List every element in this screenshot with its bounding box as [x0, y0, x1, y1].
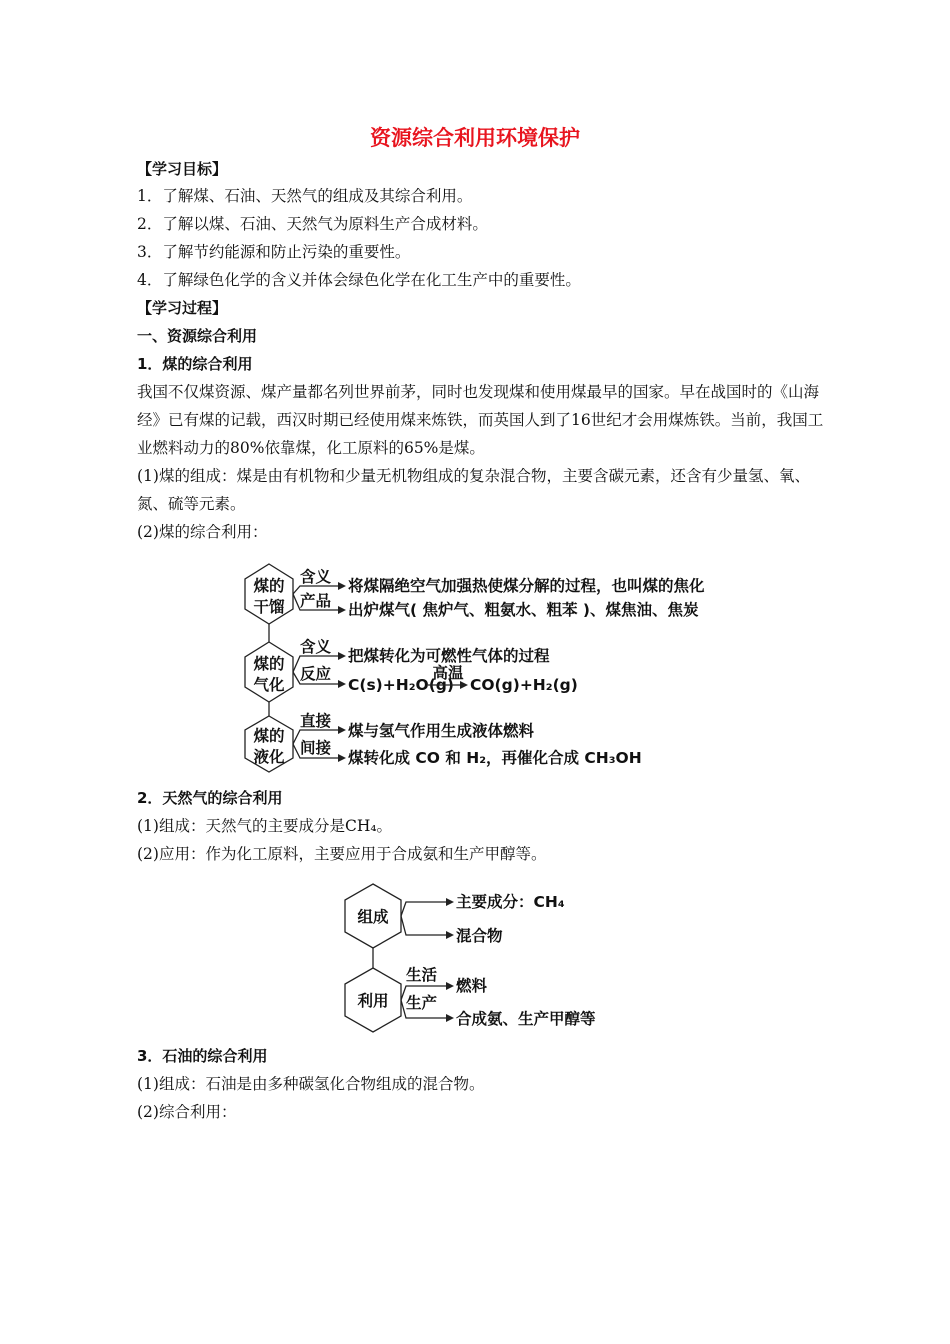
- branch-label: 含义: [300, 568, 332, 586]
- goal-item: 3．了解节约能源和防止污染的重要性。: [137, 243, 411, 261]
- coal-utilization-diagram: [238, 560, 738, 775]
- reaction-condition: 高温: [432, 664, 464, 682]
- branch-text: C(s)+H₂O(g): [348, 676, 454, 694]
- oil-utilization: (2)综合利用：: [137, 1103, 237, 1121]
- branch-label: 间接: [300, 739, 332, 757]
- coal-node-gasification: [245, 642, 293, 702]
- coal-composition: (1)煤的组成：煤是由有机物和少量无机物组成的复杂混合物，主要含碳元素，还含有少量氢、氧、氮、硫等元素。: [137, 467, 810, 513]
- gas-item: 混合物: [456, 927, 503, 945]
- svg-text:煤的: 煤的: [253, 727, 285, 745]
- coal-utilization: (2)煤的综合利用：: [137, 523, 268, 541]
- gas-composition: (1)组成：天然气的主要成分是CH₄。: [137, 817, 393, 835]
- coal-heading: 1．煤的综合利用: [137, 355, 253, 373]
- svg-text:煤的: 煤的: [253, 577, 285, 595]
- gas-label: 生产: [406, 994, 438, 1012]
- gas-utilization-diagram: [340, 880, 640, 1040]
- process-heading: 【学习过程】: [137, 299, 228, 317]
- gas-application: (2)应用：作为化工原料，主要应用于合成氨和生产甲醇等。: [137, 845, 547, 863]
- coal-node-liquefaction: [245, 716, 293, 772]
- gas-item: 燃料: [456, 977, 488, 995]
- goal-item: 4．了解绿色化学的含义并体会绿色化学在化工生产中的重要性。: [137, 271, 581, 289]
- coal-node-carbonization: [245, 564, 293, 624]
- branch-text: 煤与氢气作用生成液体燃料: [348, 722, 535, 740]
- gas-label: 生活: [406, 966, 438, 984]
- svg-text:组成: 组成: [357, 908, 389, 926]
- gas-node-composition: [345, 884, 401, 948]
- reaction-product: CO(g)+H₂(g): [470, 676, 578, 694]
- svg-text:干馏: 干馏: [253, 598, 285, 616]
- gas-node-usage: [345, 968, 401, 1032]
- gas-heading: 2．天然气的综合利用: [137, 789, 283, 807]
- section-heading: 一、资源综合利用: [137, 327, 258, 345]
- goals-heading: 【学习目标】: [137, 160, 228, 178]
- oil-composition: (1)组成：石油是由多种碳氢化合物组成的混合物。: [137, 1075, 485, 1093]
- goal-item: 1．了解煤、石油、天然气的组成及其综合利用。: [137, 187, 473, 205]
- oil-heading: 3．石油的综合利用: [137, 1047, 268, 1065]
- branch-label: 直接: [300, 712, 332, 730]
- coal-intro: 我国不仅煤资源、煤产量都名列世界前茅，同时也发现煤和使用煤最早的国家。早在战国时的《山海经》已有煤的记载，西汉时期已经使用煤来炼铁，而英国人到了16世纪才会用煤炼铁。当前，我国工业燃料动力的80%依靠煤，化工原料的65%是煤。: [137, 383, 824, 457]
- svg-text:气化: 气化: [253, 676, 285, 694]
- svg-text:利用: 利用: [357, 992, 389, 1010]
- gas-item: 合成氨、生产甲醇等: [456, 1010, 596, 1028]
- page-title: 资源综合利用环境保护: [370, 126, 580, 150]
- branch-text: 出炉煤气( 焦炉气、粗氨水、粗苯 )、煤焦油、焦炭: [348, 601, 699, 619]
- branch-label: 含义: [300, 638, 332, 656]
- branch-text: 将煤隔绝空气加强热使煤分解的过程，也叫煤的焦化: [348, 577, 705, 595]
- branch-label: 反应: [300, 665, 332, 683]
- goal-item: 2．了解以煤、石油、天然气为原料生产合成材料。: [137, 215, 488, 233]
- branch-label: 产品: [300, 592, 332, 610]
- svg-text:液化: 液化: [253, 748, 285, 766]
- branch-text: 煤转化成 CO 和 H₂，再催化合成 CH₃OH: [348, 749, 642, 767]
- svg-text:煤的: 煤的: [253, 655, 285, 673]
- branch-text: 把煤转化为可燃性气体的过程: [348, 647, 550, 665]
- gas-item: 主要成分：CH₄: [456, 893, 565, 911]
